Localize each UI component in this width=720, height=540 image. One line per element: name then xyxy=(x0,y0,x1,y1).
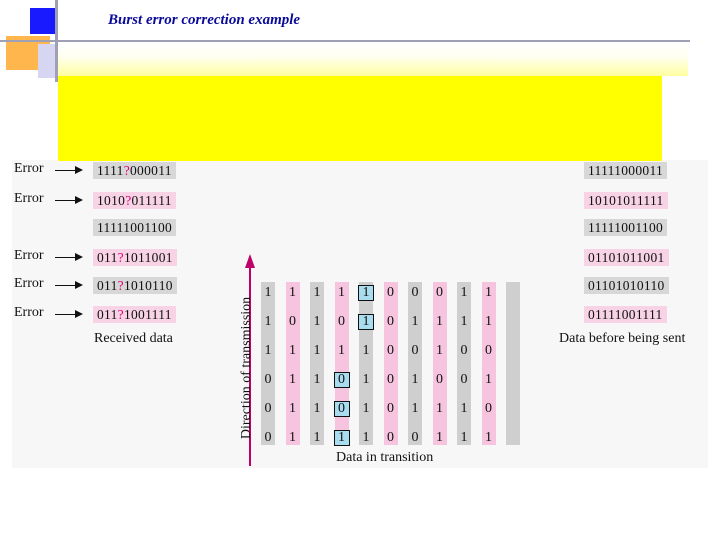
received-codeword xyxy=(93,249,177,266)
bit: 1 xyxy=(460,401,468,416)
bit: 1 xyxy=(411,401,419,416)
slide-title: Burst error correction example xyxy=(108,12,301,28)
error-label: Error xyxy=(14,305,44,320)
bit: 1 xyxy=(436,401,443,416)
bit: 0 xyxy=(485,343,492,358)
bit: 1 xyxy=(338,343,345,358)
error-arrow xyxy=(55,170,81,171)
bit: 0 xyxy=(411,285,419,300)
bit: 1 xyxy=(362,343,370,358)
bit-error-box: 0 xyxy=(334,401,350,417)
bit: 0 xyxy=(436,285,443,300)
bit: 1 xyxy=(289,372,296,387)
bit: 1 xyxy=(313,285,321,300)
received-codeword xyxy=(93,277,177,294)
bit: 1 xyxy=(362,372,370,387)
error-label: Error xyxy=(14,161,44,176)
sent-codeword: 01101010110 xyxy=(584,277,669,294)
received-data-caption: Received data xyxy=(94,331,173,346)
bit: 0 xyxy=(460,372,468,387)
bit: 1 xyxy=(289,430,296,445)
decor-blue-square xyxy=(30,8,56,34)
bit: 1 xyxy=(289,401,296,416)
codeword-bits: 011 xyxy=(97,278,118,293)
codeword-bits: 1010 xyxy=(97,193,126,208)
bit: 1 xyxy=(289,343,296,358)
bit: 1 xyxy=(411,372,419,387)
transition-column xyxy=(457,282,471,445)
error-mark: ? xyxy=(117,307,124,322)
bit: 0 xyxy=(387,401,394,416)
transition-column xyxy=(482,282,496,445)
bit: 0 xyxy=(387,285,394,300)
bit: 1 xyxy=(436,430,443,445)
bit: 1 xyxy=(362,401,370,416)
bit: 0 xyxy=(264,372,272,387)
bit: 1 xyxy=(313,372,321,387)
codeword-bits: 000011 xyxy=(130,163,172,178)
bit-error-box: 0 xyxy=(334,372,350,388)
bit: 0 xyxy=(436,372,443,387)
transition-column xyxy=(506,282,520,445)
error-label: Error xyxy=(14,248,44,263)
codeword-bits: 1001111 xyxy=(123,307,172,322)
sent-codeword: 11111000011 xyxy=(584,162,667,179)
bit: 1 xyxy=(264,285,272,300)
bit-error-box: 1 xyxy=(358,314,374,330)
bit: 1 xyxy=(264,314,272,329)
bit: 1 xyxy=(411,314,419,329)
codeword-bits: 011111 xyxy=(131,193,172,208)
sent-codeword: 10101011111 xyxy=(584,192,668,209)
bit: 1 xyxy=(436,343,443,358)
bit: 1 xyxy=(264,343,272,358)
direction-label: Direction of transmission xyxy=(239,296,254,440)
bit: 0 xyxy=(485,401,492,416)
bit: 0 xyxy=(387,430,394,445)
bit: 0 xyxy=(387,314,394,329)
bit: 1 xyxy=(338,285,345,300)
bit: 1 xyxy=(313,314,321,329)
bit: 1 xyxy=(460,314,468,329)
bit: 1 xyxy=(313,343,321,358)
bit: 1 xyxy=(485,314,492,329)
error-label: Error xyxy=(14,191,44,206)
transition-column xyxy=(408,282,422,445)
bit: 1 xyxy=(362,430,370,445)
highlight-fade xyxy=(58,44,688,76)
transition-column xyxy=(261,282,275,445)
sent-data-caption: Data before being sent xyxy=(559,331,686,346)
bit: 1 xyxy=(313,430,321,445)
error-arrow xyxy=(55,257,81,258)
bit: 0 xyxy=(264,430,272,445)
error-label: Error xyxy=(14,276,44,291)
received-codeword xyxy=(93,306,176,323)
error-mark: ? xyxy=(117,250,124,265)
bit-error-box: 1 xyxy=(334,430,350,446)
error-arrow xyxy=(55,200,81,201)
bit: 0 xyxy=(264,401,272,416)
received-codeword xyxy=(93,162,176,179)
transition-column xyxy=(433,282,447,445)
bit: 1 xyxy=(460,285,468,300)
bit: 0 xyxy=(387,343,394,358)
bit: 0 xyxy=(411,343,419,358)
error-mark: ? xyxy=(117,278,124,293)
error-arrow xyxy=(55,285,81,286)
sent-codeword: 01111001111 xyxy=(584,306,667,323)
error-arrow xyxy=(55,314,81,315)
bit: 1 xyxy=(436,314,443,329)
codeword-bits: 011 xyxy=(97,307,118,322)
bit: 0 xyxy=(338,314,345,329)
bit: 1 xyxy=(485,285,492,300)
bit: 0 xyxy=(411,430,419,445)
sent-codeword: 01101011001 xyxy=(584,249,669,266)
transition-column xyxy=(335,282,349,445)
codeword-bits: 1011001 xyxy=(123,250,173,265)
bit: 1 xyxy=(485,372,492,387)
error-mark: ? xyxy=(125,193,132,208)
codeword-bits: 1010110 xyxy=(123,278,173,293)
error-mark: ? xyxy=(123,163,130,178)
received-codeword xyxy=(93,219,176,236)
decor-horizontal-line xyxy=(0,40,690,42)
codeword-bits: 1111 xyxy=(97,163,124,178)
transition-column xyxy=(286,282,300,445)
bit: 0 xyxy=(387,372,394,387)
bit: 0 xyxy=(460,343,468,358)
codeword-bits: 11111001100 xyxy=(97,220,173,235)
bit: 1 xyxy=(289,285,296,300)
received-codeword xyxy=(93,192,176,209)
bit: 0 xyxy=(289,314,296,329)
transition-column xyxy=(310,282,324,445)
transition-caption: Data in transition xyxy=(336,450,434,465)
transition-column xyxy=(359,282,373,445)
highlight-box xyxy=(58,76,662,161)
direction-arrow-head xyxy=(245,254,255,268)
bit: 1 xyxy=(485,430,492,445)
transition-column xyxy=(384,282,398,445)
bit-error-box: 1 xyxy=(358,285,374,301)
codeword-bits: 011 xyxy=(97,250,118,265)
bit: 1 xyxy=(313,401,321,416)
bit: 1 xyxy=(460,430,468,445)
sent-codeword: 11111001100 xyxy=(584,219,667,236)
